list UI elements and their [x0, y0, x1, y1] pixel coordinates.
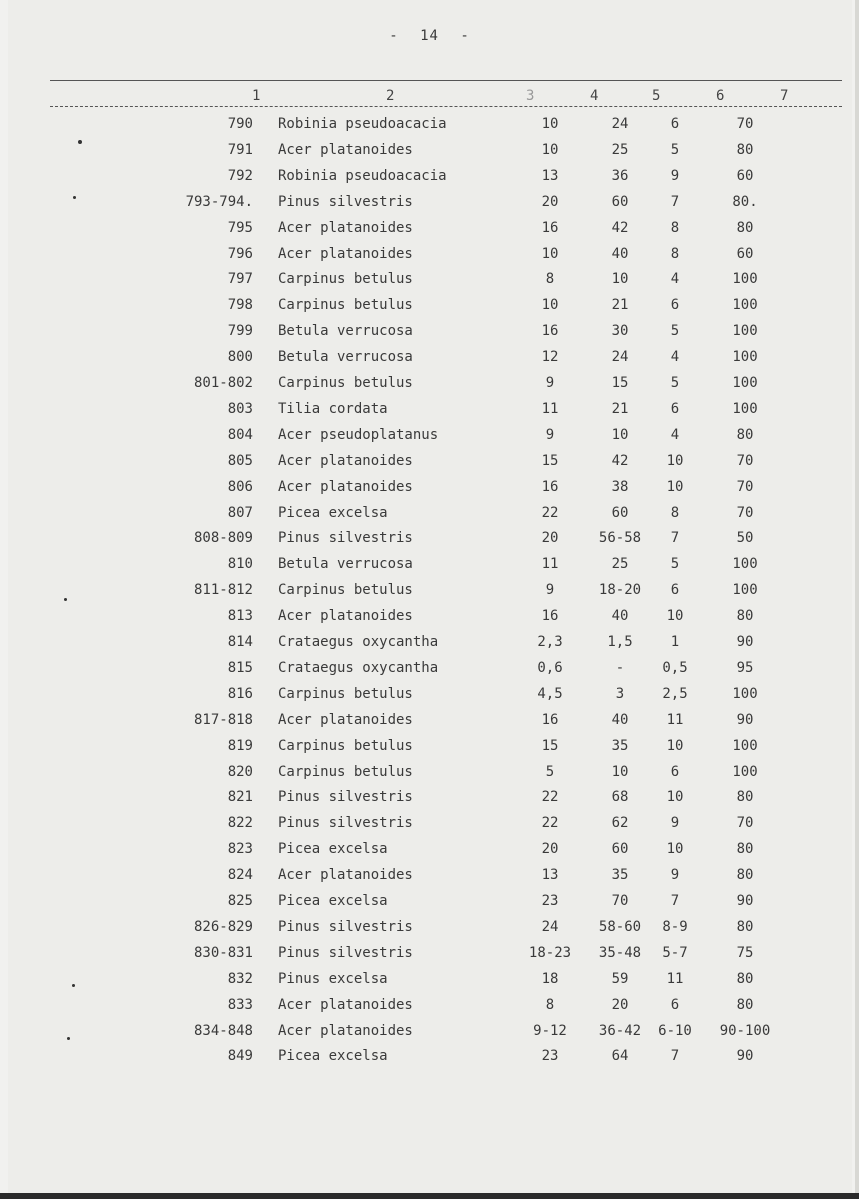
column-header-3: 3	[526, 88, 535, 104]
row-number: 803	[227, 400, 253, 417]
row-number: 801-802	[193, 375, 253, 391]
column-6-value: 60	[736, 167, 754, 184]
column-5-value: 10	[666, 789, 684, 806]
species-name: Acer platanoides	[278, 867, 413, 884]
species-name: Carpinus betulus	[278, 271, 413, 288]
species-name: Pinus silvestris	[278, 918, 413, 935]
species-name: Robinia pseudoacacia	[278, 167, 447, 184]
column-6-value: 100	[732, 271, 758, 288]
column-6-value: 100	[732, 582, 758, 599]
table-row	[0, 453, 859, 479]
column-4-value: 10	[611, 426, 629, 443]
column-4-value: 24	[611, 116, 629, 132]
column-3-value: 10	[541, 116, 559, 132]
column-4-value: 25	[611, 141, 629, 158]
column-5-value: 6-10	[658, 1022, 692, 1039]
column-6-value: 75	[736, 944, 754, 961]
column-3-value: 22	[541, 504, 559, 521]
table-row	[0, 608, 859, 634]
table-top-rule	[50, 80, 842, 81]
page-number	[0, 28, 859, 44]
column-6-value: 100	[732, 297, 758, 314]
column-4-value: 21	[611, 400, 629, 417]
row-number: 810	[227, 556, 253, 573]
column-5-value: 10	[666, 478, 684, 495]
column-5-value: 5	[670, 141, 680, 158]
column-4-value: 36	[611, 167, 629, 184]
table-row	[0, 168, 859, 194]
column-6-value: 90-100	[719, 1022, 771, 1039]
column-4-value: 40	[611, 608, 629, 625]
table-row	[0, 764, 859, 790]
table-row	[0, 686, 859, 712]
species-name: Betula verrucosa	[278, 323, 413, 340]
row-number: 798	[227, 297, 253, 314]
species-name: Acer pseudoplatanus	[278, 426, 439, 443]
table-row	[0, 220, 859, 246]
column-4-value: 60	[611, 504, 629, 521]
column-5-value: 5	[670, 556, 680, 573]
table-row	[0, 530, 859, 556]
column-6-value: 90	[736, 711, 754, 728]
column-3-value: 12	[541, 349, 559, 366]
column-5-value: 4	[670, 349, 680, 366]
species-name: Acer platanoides	[278, 245, 413, 262]
column-4-value: 10	[611, 271, 629, 288]
column-5-value: 6	[670, 116, 680, 132]
column-5-value: 10	[666, 452, 684, 469]
table-row	[0, 427, 859, 453]
column-4-value: 42	[611, 452, 629, 469]
column-4-value: 20	[611, 996, 629, 1013]
column-header-1: 1	[252, 88, 261, 104]
column-3-value: 5	[545, 763, 555, 780]
column-5-value: 6	[670, 400, 680, 417]
column-5-value: 9	[670, 867, 680, 884]
column-4-value: 35	[611, 737, 629, 754]
punch-mark	[78, 140, 82, 144]
table-row	[0, 867, 859, 893]
column-5-value: 0,5	[662, 659, 688, 676]
species-name: Pinus silvestris	[278, 944, 413, 961]
column-6-value: 60	[736, 245, 754, 262]
row-number: 833	[227, 996, 253, 1013]
species-name: Pinus silvestris	[278, 530, 413, 547]
column-3-value: 20	[541, 841, 559, 858]
row-number: 822	[227, 815, 253, 832]
column-5-value: 10	[666, 608, 684, 625]
column-5-value: 5	[670, 375, 680, 391]
row-number: 808-809	[193, 530, 253, 547]
table-row	[0, 1023, 859, 1049]
column-5-value: 11	[666, 970, 684, 987]
row-number: 797	[227, 271, 253, 288]
species-name: Crataegus oxycantha	[278, 634, 439, 650]
species-name: Pinus silvestris	[278, 815, 413, 832]
species-name: Tilia cordata	[278, 400, 388, 417]
column-5-value: 1	[670, 634, 680, 650]
row-number: 817-818	[193, 711, 253, 728]
table-row	[0, 789, 859, 815]
column-4-value: 1,5	[607, 634, 633, 650]
scan-edge-bottom	[0, 1193, 859, 1199]
column-header-2: 2	[386, 88, 395, 104]
column-6-value: 90	[736, 893, 754, 909]
column-6-value: 70	[736, 452, 754, 469]
column-3-value: 16	[541, 219, 559, 236]
column-3-value: 22	[541, 789, 559, 806]
column-5-value: 2,5	[662, 685, 688, 702]
species-name: Betula verrucosa	[278, 349, 413, 366]
column-5-value: 5-7	[662, 944, 688, 961]
column-6-value: 90	[736, 634, 754, 650]
row-number: 790	[227, 116, 253, 132]
column-3-value: 13	[541, 867, 559, 884]
column-4-value: 38	[611, 478, 629, 495]
column-5-value: 8	[670, 219, 680, 236]
column-3-value: 15	[541, 452, 559, 469]
column-6-value: 80	[736, 219, 754, 236]
species-name: Acer platanoides	[278, 452, 413, 469]
table-row	[0, 841, 859, 867]
row-number: 815	[227, 659, 253, 676]
row-number: 814	[227, 634, 253, 650]
species-name: Carpinus betulus	[278, 685, 413, 702]
row-number: 816	[227, 685, 253, 702]
column-5-value: 6	[670, 582, 680, 599]
column-5-value: 4	[670, 426, 680, 443]
row-number: 824	[227, 867, 253, 884]
table-row	[0, 971, 859, 997]
column-3-value: 18-23	[528, 944, 572, 961]
column-6-value: 70	[736, 504, 754, 521]
row-number: 834-848	[193, 1022, 253, 1039]
column-3-value: 13	[541, 167, 559, 184]
column-4-value: 21	[611, 297, 629, 314]
table-row	[0, 246, 859, 272]
column-4-value: 18-20	[598, 582, 642, 599]
row-number: 806	[227, 478, 253, 495]
table-row	[0, 660, 859, 686]
column-6-value: 80	[736, 996, 754, 1013]
row-number: 823	[227, 841, 253, 858]
column-5-value: 7	[670, 193, 680, 210]
column-3-value: 16	[541, 711, 559, 728]
column-4-value: 58-60	[598, 918, 642, 935]
column-6-value: 95	[736, 659, 754, 676]
column-6-value: 80.	[732, 193, 758, 210]
column-6-value: 80	[736, 426, 754, 443]
column-6-value: 80	[736, 918, 754, 935]
column-4-value: 36-42	[598, 1022, 642, 1039]
column-4-value: 59	[611, 970, 629, 987]
column-5-value: 10	[666, 737, 684, 754]
species-name: Pinus excelsa	[278, 970, 388, 987]
column-5-value: 9	[670, 167, 680, 184]
column-header-6: 6	[716, 88, 725, 104]
species-name: Carpinus betulus	[278, 297, 413, 314]
column-4-value: 56-58	[598, 530, 642, 547]
column-4-value: 24	[611, 349, 629, 366]
column-5-value: 6	[670, 763, 680, 780]
column-3-value: 11	[541, 556, 559, 573]
column-6-value: 70	[736, 116, 754, 132]
column-6-value: 100	[732, 763, 758, 780]
column-4-value: 42	[611, 219, 629, 236]
column-6-value: 50	[736, 530, 754, 547]
column-4-value: 60	[611, 193, 629, 210]
column-4-value: 35-48	[598, 944, 642, 961]
column-5-value: 7	[670, 530, 680, 547]
column-6-value: 100	[732, 685, 758, 702]
table-row	[0, 194, 859, 220]
column-5-value: 11	[666, 711, 684, 728]
row-number: 830-831	[193, 944, 253, 961]
column-5-value: 8-9	[662, 918, 688, 935]
row-number: 813	[227, 608, 253, 625]
column-3-value: 16	[541, 608, 559, 625]
table-row	[0, 142, 859, 168]
table-row	[0, 945, 859, 971]
row-number: 792	[227, 167, 253, 184]
species-name: Carpinus betulus	[278, 763, 413, 780]
column-3-value: 4,5	[537, 685, 563, 702]
row-number: 805	[227, 452, 253, 469]
species-name: Acer platanoides	[278, 711, 413, 728]
column-5-value: 7	[670, 1048, 680, 1065]
page-number-value: 14	[420, 28, 439, 44]
column-5-value: 10	[666, 841, 684, 858]
column-6-value: 90	[736, 1048, 754, 1065]
column-3-value: 20	[541, 530, 559, 547]
column-5-value: 7	[670, 893, 680, 909]
table-row	[0, 556, 859, 582]
row-number: 804	[227, 426, 253, 443]
row-number: 791	[227, 141, 253, 158]
species-name: Acer platanoides	[278, 141, 413, 158]
column-6-value: 80	[736, 608, 754, 625]
row-number: 832	[227, 970, 253, 987]
column-3-value: 15	[541, 737, 559, 754]
column-6-value: 70	[736, 815, 754, 832]
column-6-value: 80	[736, 867, 754, 884]
column-3-value: 23	[541, 893, 559, 909]
column-3-value: 0,6	[537, 659, 563, 676]
table-row	[0, 505, 859, 531]
column-3-value: 23	[541, 1048, 559, 1065]
table-row	[0, 712, 859, 738]
column-3-value: 8	[545, 271, 555, 288]
column-3-value: 18	[541, 970, 559, 987]
column-3-value: 9	[545, 582, 555, 599]
species-name: Picea excelsa	[278, 841, 388, 858]
table-row	[0, 997, 859, 1023]
column-3-value: 8	[545, 996, 555, 1013]
punch-mark	[67, 1037, 70, 1040]
column-3-value: 2,3	[537, 634, 563, 650]
column-3-value: 20	[541, 193, 559, 210]
column-3-value: 11	[541, 400, 559, 417]
table-row	[0, 919, 859, 945]
species-name: Betula verrucosa	[278, 556, 413, 573]
column-4-value: 62	[611, 815, 629, 832]
column-5-value: 9	[670, 815, 680, 832]
column-3-value: 16	[541, 323, 559, 340]
column-6-value: 100	[732, 556, 758, 573]
species-name: Picea excelsa	[278, 1048, 388, 1065]
column-4-value: 64	[611, 1048, 629, 1065]
species-name: Carpinus betulus	[278, 375, 413, 391]
column-6-value: 70	[736, 478, 754, 495]
column-3-value: 22	[541, 815, 559, 832]
column-4-value: 3	[615, 685, 625, 702]
column-5-value: 6	[670, 297, 680, 314]
species-name: Pinus silvestris	[278, 789, 413, 806]
species-name: Picea excelsa	[278, 504, 388, 521]
column-4-value: 30	[611, 323, 629, 340]
column-5-value: 5	[670, 323, 680, 340]
row-number: 849	[227, 1048, 253, 1065]
table-row	[0, 271, 859, 297]
column-header-4: 4	[590, 88, 599, 104]
column-6-value: 100	[732, 375, 758, 391]
row-number: 821	[227, 789, 253, 806]
table-row	[0, 375, 859, 401]
column-3-value: 9	[545, 426, 555, 443]
column-3-value: 9	[545, 375, 555, 391]
species-name: Acer platanoides	[278, 608, 413, 625]
species-name: Acer platanoides	[278, 1022, 413, 1039]
column-4-value: 35	[611, 867, 629, 884]
table-row	[0, 479, 859, 505]
column-5-value: 6	[670, 996, 680, 1013]
row-number: 796	[227, 245, 253, 262]
species-name: Acer platanoides	[278, 996, 413, 1013]
row-number: 807	[227, 504, 253, 521]
row-number: 793-794.	[185, 193, 253, 210]
row-number: 826-829	[193, 918, 253, 935]
column-6-value: 100	[732, 323, 758, 340]
column-3-value: 10	[541, 297, 559, 314]
species-name: Acer platanoides	[278, 219, 413, 236]
column-3-value: 9-12	[533, 1022, 567, 1039]
column-6-value: 80	[736, 970, 754, 987]
row-number: 799	[227, 323, 253, 340]
column-5-value: 8	[670, 504, 680, 521]
column-6-value: 80	[736, 789, 754, 806]
column-4-value: 10	[611, 763, 629, 780]
column-4-value: 15	[611, 375, 629, 391]
species-name: Picea excelsa	[278, 893, 388, 909]
column-3-value: 16	[541, 478, 559, 495]
column-6-value: 100	[732, 737, 758, 754]
column-3-value: 10	[541, 141, 559, 158]
column-6-value: 100	[732, 349, 758, 366]
table-row	[0, 349, 859, 375]
column-5-value: 4	[670, 271, 680, 288]
column-4-value: -	[615, 659, 625, 676]
table-row	[0, 738, 859, 764]
table-row	[0, 1048, 859, 1074]
row-number: 825	[227, 893, 253, 909]
column-4-value: 40	[611, 711, 629, 728]
species-name: Acer platanoides	[278, 478, 413, 495]
punch-mark	[64, 598, 67, 601]
species-name: Pinus silvestris	[278, 193, 413, 210]
table-row	[0, 323, 859, 349]
species-name: Carpinus betulus	[278, 582, 413, 599]
page-number-dash-right: -	[460, 28, 470, 44]
row-number: 811-812	[193, 582, 253, 599]
row-number: 819	[227, 737, 253, 754]
column-4-value: 60	[611, 841, 629, 858]
column-6-value: 80	[736, 141, 754, 158]
table-row	[0, 116, 859, 142]
header-rule	[50, 106, 842, 107]
column-4-value: 25	[611, 556, 629, 573]
species-name: Crataegus oxycantha	[278, 659, 439, 676]
table-row	[0, 297, 859, 323]
column-3-value: 24	[541, 918, 559, 935]
column-4-value: 70	[611, 893, 629, 909]
column-header-5: 5	[652, 88, 661, 104]
column-5-value: 8	[670, 245, 680, 262]
column-4-value: 40	[611, 245, 629, 262]
table-row	[0, 582, 859, 608]
column-4-value: 68	[611, 789, 629, 806]
page-number-dash-left: -	[389, 28, 399, 44]
column-6-value: 100	[732, 400, 758, 417]
row-number: 800	[227, 349, 253, 366]
species-name: Robinia pseudoacacia	[278, 116, 447, 132]
column-header-7: 7	[780, 88, 789, 104]
punch-mark	[72, 984, 75, 987]
punch-mark	[73, 196, 76, 199]
table-row	[0, 634, 859, 660]
table-row	[0, 815, 859, 841]
table-row	[0, 893, 859, 919]
row-number: 795	[227, 219, 253, 236]
species-name: Carpinus betulus	[278, 737, 413, 754]
table-row	[0, 401, 859, 427]
column-3-value: 10	[541, 245, 559, 262]
column-6-value: 80	[736, 841, 754, 858]
row-number: 820	[227, 763, 253, 780]
